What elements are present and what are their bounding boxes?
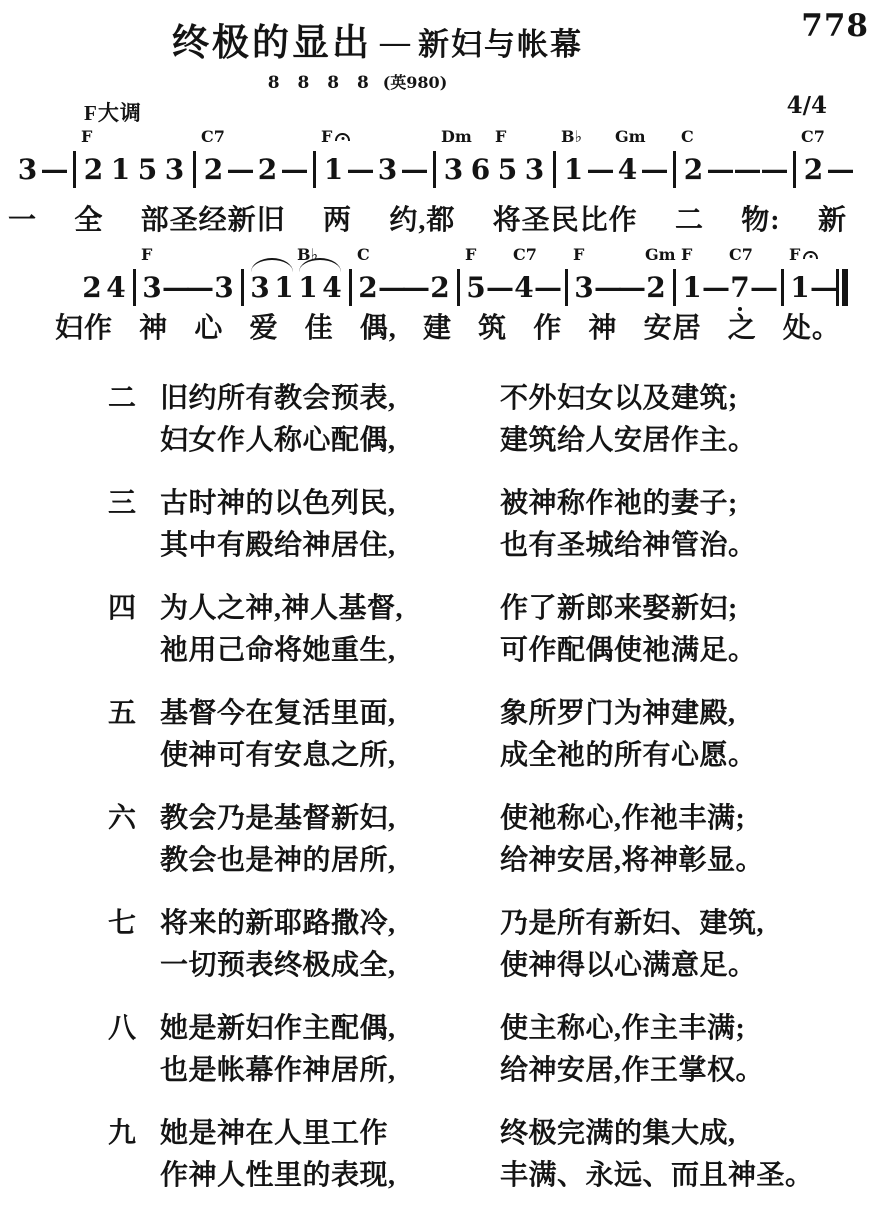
title-subtitle: 新妇与帐幕 [418, 27, 583, 62]
fermata-icon [803, 251, 818, 259]
verse-number-spacer [108, 945, 160, 987]
verse-line-right: 不外妇女以及建筑; [500, 383, 738, 414]
sung-lyrics-line-1 [8, 198, 847, 238]
verse [108, 903, 867, 987]
verse-line-right: 给神安居,将神彰显。 [500, 845, 765, 876]
note: Gm 4 [615, 127, 646, 186]
verse-line-left: 将来的新耶路撒冷, [160, 908, 396, 939]
note: F 5 [465, 245, 486, 304]
chord-label: Dm [441, 127, 472, 146]
note: — [346, 152, 375, 186]
note: — [226, 152, 255, 186]
note: 1 [110, 152, 131, 186]
verse-number: 四 [108, 593, 137, 624]
verse-number-spacer [108, 840, 160, 882]
note: — [640, 152, 669, 186]
verse-number: 八 [108, 1013, 137, 1044]
lyric-syllable: 物: [741, 205, 781, 236]
note: F 3 [141, 245, 162, 304]
verse-line-right: 丰满、永远、而且神圣。 [500, 1160, 814, 1191]
music-line-2 [80, 245, 852, 306]
lyric-syllable: 两 [322, 205, 352, 236]
verse-line-right: 被神称作祂的妻子; [500, 488, 738, 519]
lyric-syllable: 神 [139, 313, 169, 344]
lyric-syllable: 将圣民比作 [492, 205, 638, 236]
note: — [586, 152, 615, 186]
verse-line-left: 为人之神,神人基督, [160, 593, 404, 624]
chord-label: F [465, 245, 477, 264]
chord-label: Gm [615, 127, 646, 146]
verse-line-left: 妇女作人称心配偶, [160, 425, 396, 456]
lyric-syllable: 一 [8, 205, 38, 236]
chord-label: C [681, 127, 694, 146]
final-barline-icon [836, 268, 852, 306]
verse-line-left: 作神人性里的表现, [160, 1160, 396, 1191]
barline-icon [776, 268, 788, 306]
note: — [486, 270, 514, 304]
note: — [702, 270, 730, 304]
note: 4 [322, 270, 342, 304]
note: 2 [430, 270, 450, 304]
lyric-syllable: 建 [422, 313, 452, 344]
barline-icon [236, 268, 248, 306]
chord-label: F [321, 129, 350, 145]
barline-icon [188, 150, 200, 188]
note: — [594, 270, 622, 304]
note: F 1 [788, 268, 812, 306]
verse-line-left: 使神可有安息之所, [160, 740, 396, 771]
lyric-syllable: 全 [74, 205, 104, 236]
verse-number: 六 [108, 803, 137, 834]
lyric-syllable: 处。 [782, 313, 841, 344]
note: 3 [377, 152, 398, 186]
note: 3 [164, 152, 185, 186]
chord-label: F [789, 247, 818, 263]
note: — [750, 270, 778, 304]
note: — [826, 152, 855, 186]
chord-label: C7 [729, 245, 753, 264]
lyric-syllable: 筑 [478, 313, 508, 344]
lyric-syllable: 佳 [304, 313, 334, 344]
lyric-syllable: 妇作 [55, 313, 114, 344]
lyric-syllable: 部圣经新旧 [140, 205, 286, 236]
chord-label: F [573, 245, 585, 264]
verse-number-spacer [108, 1050, 160, 1092]
chord-label: C7 [513, 245, 537, 264]
verse-line-right: 也有圣城给神管治。 [500, 530, 757, 561]
chord-label: B♭ [561, 127, 583, 146]
verse-line-right: 使祂称心,作祂丰满; [500, 803, 746, 834]
verse-line-left: 她是新妇作主配偶, [160, 1013, 396, 1044]
verse-line-right: 终极完满的集大成, [500, 1118, 736, 1149]
verse-line-left: 旧约所有教会预表, [160, 383, 396, 414]
lyric-syllable: 爱 [249, 313, 279, 344]
note: 1 [274, 270, 294, 304]
lyric-syllable: 二 [674, 205, 704, 236]
sung-lyrics-line-2 [55, 306, 841, 346]
page-number: 778 [801, 8, 869, 44]
verse [108, 693, 867, 777]
barline-icon [452, 268, 464, 306]
note: C7 7 [728, 268, 752, 306]
chord-label: F [681, 245, 693, 264]
chord-label: Gm [645, 245, 676, 264]
verse-line-right: 使神得以心满意足。 [500, 950, 757, 981]
note: — [280, 152, 309, 186]
hymn-title [0, 12, 755, 66]
barline-icon [128, 268, 140, 306]
lyric-syllable: 新 [817, 205, 847, 236]
fermata-icon [335, 133, 350, 141]
note: — [706, 152, 735, 186]
verse-line-left: 古时神的以色列民, [160, 488, 396, 519]
key-signature: F大调 [84, 101, 142, 125]
note: — [378, 270, 406, 304]
verse-number: 九 [108, 1118, 137, 1149]
note: — [400, 152, 429, 186]
verse-number: 二 [108, 383, 137, 414]
barline-icon [68, 150, 80, 188]
verse-number: 五 [108, 698, 137, 729]
note: F 2 [81, 127, 104, 186]
verse-line-left: 教会乃是基督新妇, [160, 803, 396, 834]
barline-icon [548, 150, 560, 188]
note: F 5 [495, 127, 518, 186]
note: — [534, 270, 562, 304]
verse-line-right: 作了新郎来娶新妇; [500, 593, 738, 624]
note: 3 [524, 152, 545, 186]
verse-number: 三 [108, 488, 137, 519]
note: 2 [82, 270, 102, 304]
lyric-syllable: 约,都 [389, 205, 456, 236]
barline-icon [668, 150, 680, 188]
verse-line-right: 建筑给人安居作主。 [500, 425, 757, 456]
barline-icon [560, 268, 572, 306]
verse-number: 七 [108, 908, 137, 939]
note: C 2 [357, 245, 378, 304]
verse-line-left: 她是神在人里工作 [160, 1118, 389, 1149]
note: B♭ 1 [296, 268, 320, 306]
title-main: 终极的显出 [172, 23, 372, 64]
chord-label: C7 [201, 127, 225, 146]
music-line-1 [14, 127, 855, 188]
verse [108, 378, 867, 462]
verse-number-spacer [108, 630, 160, 672]
barline-icon [668, 268, 680, 306]
verse-list [108, 378, 867, 1218]
lyric-syllable: 安居 [643, 313, 702, 344]
note: 2 [257, 152, 278, 186]
note: 6 [470, 152, 491, 186]
meter-line [0, 70, 715, 93]
verse-line-right: 使主称心,作主丰满; [500, 1013, 746, 1044]
chord-label: C [357, 245, 370, 264]
verse-line-right: 给神安居,作王掌权。 [500, 1055, 765, 1086]
note: 3 [248, 268, 272, 306]
verse [108, 1113, 867, 1197]
note: — [162, 270, 190, 304]
verse-line-right: 乃是所有新妇、建筑, [500, 908, 765, 939]
verse-number-spacer [108, 735, 160, 777]
verse-line-left: 也是帐幕作神居所, [160, 1055, 396, 1086]
title-dash-icon: — [380, 26, 410, 59]
meter-numbers: 8 8 8 8 [267, 73, 375, 93]
chord-label: F [495, 127, 507, 146]
verse-line-left: 祂用己命将她重生, [160, 635, 396, 666]
lyric-syllable: 偶, [359, 313, 397, 344]
barline-icon [788, 150, 800, 188]
chord-label: C7 [801, 127, 825, 146]
time-signature: 4/4 [786, 92, 827, 119]
note: F 1 [681, 245, 702, 304]
meter-reference: (英980) [382, 73, 448, 92]
note: — [402, 270, 430, 304]
verse-number-spacer [108, 1155, 160, 1197]
note: C7 2 [801, 127, 825, 186]
note: 4 [106, 270, 126, 304]
note: — [618, 270, 646, 304]
note: 3 [17, 152, 38, 186]
note: F 3 [573, 245, 594, 304]
note: — [186, 270, 214, 304]
note: C7 2 [201, 127, 225, 186]
verse [108, 1008, 867, 1092]
note: Gm 2 [645, 245, 676, 304]
verse [108, 483, 867, 567]
verse-line-right: 成全祂的所有心愿。 [500, 740, 757, 771]
note: F 1 [320, 150, 347, 188]
lyric-syllable: 心 [194, 313, 224, 344]
verse-line-left: 其中有殿给神居住, [160, 530, 396, 561]
verse [108, 588, 867, 672]
verse [108, 798, 867, 882]
barline-icon [344, 268, 356, 306]
verse-number-spacer [108, 525, 160, 567]
note: C 2 [681, 127, 704, 186]
note: C7 4 [513, 245, 537, 304]
note: Dm 3 [441, 127, 472, 186]
note: — [733, 152, 762, 186]
chord-label: F [81, 127, 93, 146]
note: 5 [137, 152, 158, 186]
note: 3 [214, 270, 234, 304]
verse-line-left: 基督今在复活里面, [160, 698, 396, 729]
note: — [760, 152, 789, 186]
verse-line-right: 可作配偶使祂满足。 [500, 635, 757, 666]
lyric-syllable: 之 [727, 313, 757, 344]
note: — [810, 270, 838, 304]
verse-number-spacer [108, 420, 160, 462]
verse-line-left: 一切预表终极成全, [160, 950, 396, 981]
barline-icon [308, 150, 320, 188]
barline-icon [428, 150, 440, 188]
lyric-syllable: 神 [588, 313, 618, 344]
lyric-syllable: 作 [533, 313, 563, 344]
chord-label: B♭ [297, 245, 319, 264]
note: — [40, 152, 69, 186]
verse-line-right: 象所罗门为神建殿, [500, 698, 736, 729]
note: B♭ 1 [561, 127, 584, 186]
verse-line-left: 教会也是神的居所, [160, 845, 396, 876]
chord-label: F [141, 245, 153, 264]
